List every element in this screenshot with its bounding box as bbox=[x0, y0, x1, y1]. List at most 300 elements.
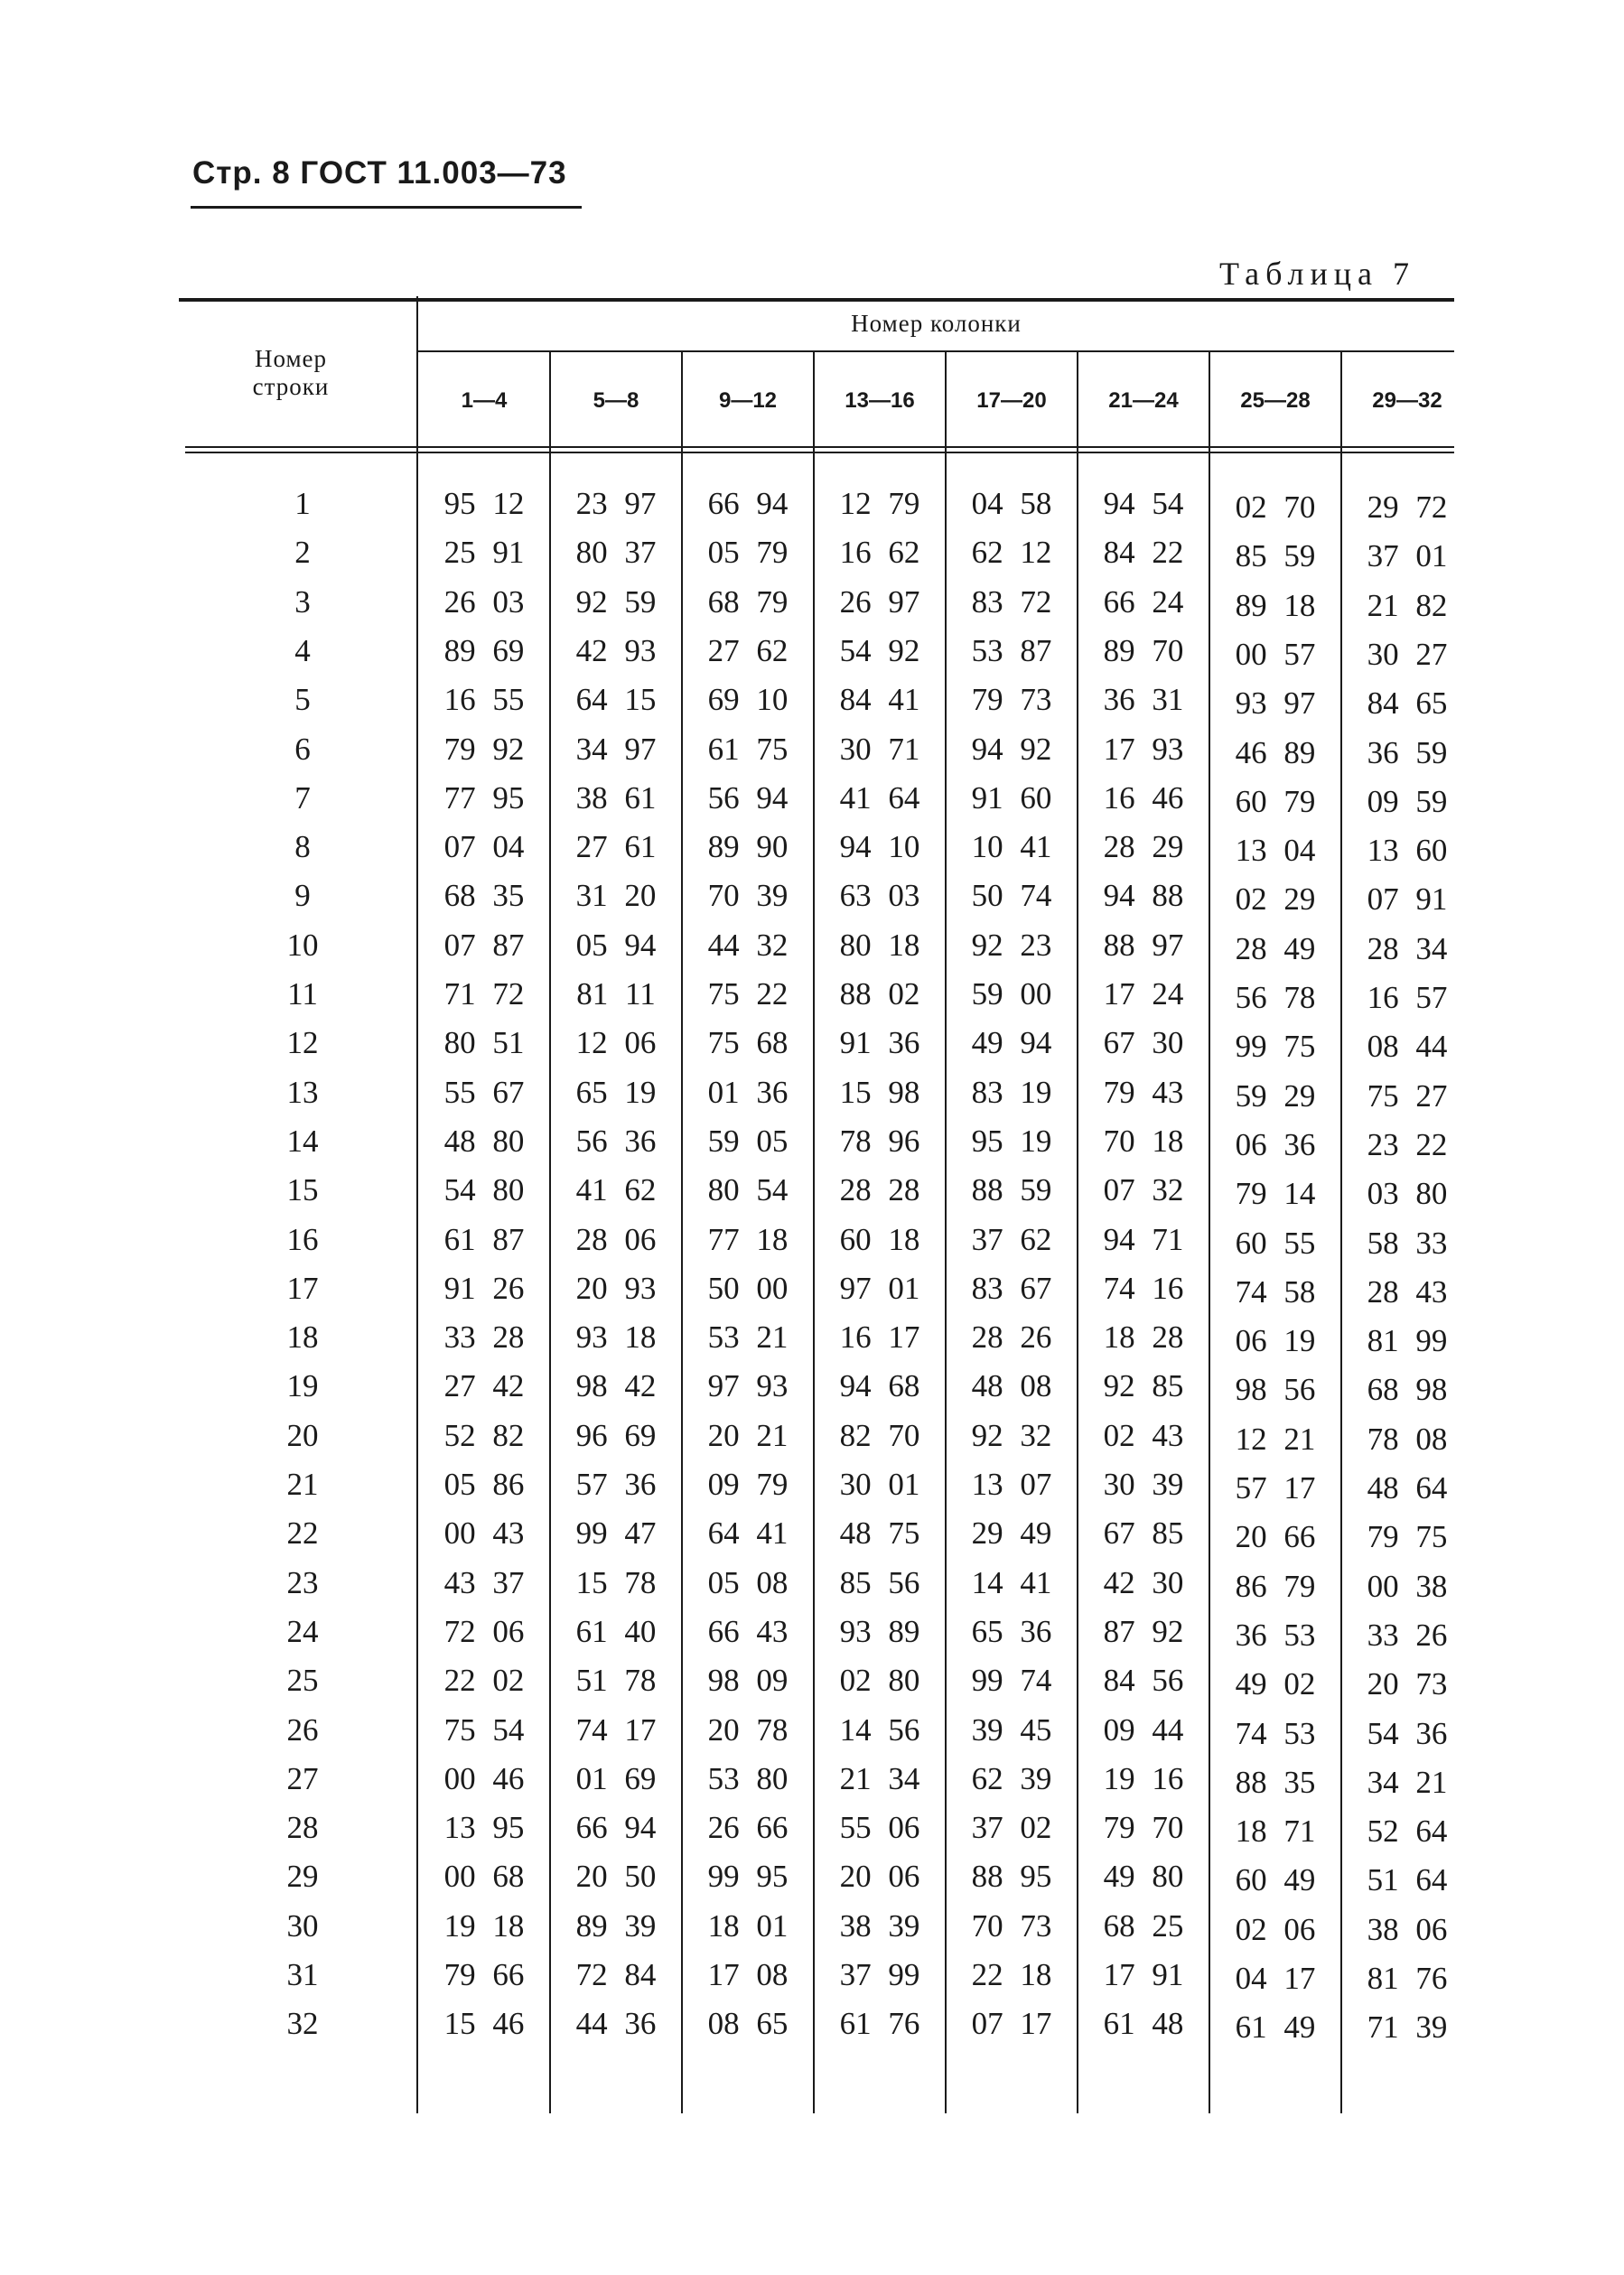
table-cell: 81 99 bbox=[1367, 1323, 1448, 1358]
table-cell: 99 74 bbox=[971, 1663, 1052, 1698]
row-number: 21 bbox=[286, 1467, 319, 1502]
table-cell: 44 36 bbox=[575, 2006, 657, 2041]
table-cell: 15 46 bbox=[443, 2006, 525, 2041]
table-cell: 17 24 bbox=[1103, 976, 1184, 1012]
row-number: 22 bbox=[286, 1515, 319, 1551]
table-cell: 27 62 bbox=[707, 633, 789, 668]
table-cell: 57 36 bbox=[575, 1467, 657, 1502]
header-bottom-rule bbox=[185, 446, 1454, 448]
table-cell: 67 85 bbox=[1103, 1515, 1184, 1551]
table-cell: 20 21 bbox=[707, 1418, 789, 1453]
table-cell: 37 02 bbox=[971, 1810, 1052, 1845]
table-cell: 20 73 bbox=[1367, 1666, 1448, 1702]
table-cell: 36 53 bbox=[1235, 1618, 1316, 1653]
table-cell: 84 65 bbox=[1367, 685, 1448, 721]
table-caption: Таблица 7 bbox=[1219, 256, 1415, 292]
table-cell: 33 26 bbox=[1367, 1618, 1448, 1653]
table-cell: 07 87 bbox=[443, 928, 525, 963]
table-cell: 48 80 bbox=[443, 1124, 525, 1159]
table-cell: 68 35 bbox=[443, 878, 525, 913]
table-cell: 78 96 bbox=[839, 1124, 920, 1159]
table-cell: 18 01 bbox=[707, 1908, 789, 1944]
table-cell: 26 66 bbox=[707, 1810, 789, 1845]
table-cell: 80 51 bbox=[443, 1025, 525, 1060]
table-cell: 79 70 bbox=[1103, 1810, 1184, 1845]
table-cell: 20 66 bbox=[1235, 1519, 1316, 1554]
table-cell: 99 75 bbox=[1235, 1029, 1316, 1064]
table-cell: 05 08 bbox=[707, 1565, 789, 1600]
table-cell: 09 59 bbox=[1367, 784, 1448, 819]
column-divider bbox=[813, 352, 815, 2113]
table-cell: 16 62 bbox=[839, 535, 920, 570]
row-number: 28 bbox=[286, 1810, 319, 1845]
table-cell: 41 62 bbox=[575, 1172, 657, 1207]
row-number: 1 bbox=[294, 486, 311, 521]
table-cell: 13 04 bbox=[1235, 833, 1316, 868]
table-cell: 85 59 bbox=[1235, 538, 1316, 573]
table-cell: 79 66 bbox=[443, 1957, 525, 1992]
table-cell: 59 29 bbox=[1235, 1078, 1316, 1114]
table-cell: 48 75 bbox=[839, 1515, 920, 1551]
table-cell: 56 36 bbox=[575, 1124, 657, 1159]
table-cell: 07 04 bbox=[443, 829, 525, 864]
table-cell: 54 80 bbox=[443, 1172, 525, 1207]
table-cell: 74 53 bbox=[1235, 1716, 1316, 1751]
table-cell: 29 49 bbox=[971, 1515, 1052, 1551]
table-cell: 17 93 bbox=[1103, 732, 1184, 767]
table-cell: 48 08 bbox=[971, 1368, 1052, 1403]
table-cell: 28 34 bbox=[1367, 931, 1448, 966]
table-cell: 01 36 bbox=[707, 1075, 789, 1110]
table-cell: 70 73 bbox=[971, 1908, 1052, 1944]
table-cell: 93 89 bbox=[839, 1614, 920, 1649]
table-cell: 07 32 bbox=[1103, 1172, 1184, 1207]
table-cell: 84 22 bbox=[1103, 535, 1184, 570]
column-divider bbox=[945, 352, 947, 2113]
table-cell: 61 75 bbox=[707, 732, 789, 767]
table-cell: 53 21 bbox=[707, 1319, 789, 1355]
table-cell: 08 44 bbox=[1367, 1029, 1448, 1064]
table-cell: 74 16 bbox=[1103, 1271, 1184, 1306]
table-cell: 61 76 bbox=[839, 2006, 920, 2041]
table-cell: 95 12 bbox=[443, 486, 525, 521]
table-cell: 09 44 bbox=[1103, 1712, 1184, 1748]
table-cell: 94 88 bbox=[1103, 878, 1184, 913]
column-header: 21—24 bbox=[1108, 388, 1179, 413]
table-cell: 79 92 bbox=[443, 732, 525, 767]
table-cell: 21 34 bbox=[839, 1761, 920, 1796]
row-number: 14 bbox=[286, 1124, 319, 1159]
table-cell: 49 80 bbox=[1103, 1859, 1184, 1894]
table-cell: 94 54 bbox=[1103, 486, 1184, 521]
table-cell: 15 98 bbox=[839, 1075, 920, 1110]
row-number: 6 bbox=[294, 732, 311, 767]
table-cell: 69 10 bbox=[707, 682, 789, 717]
row-number: 27 bbox=[286, 1761, 319, 1796]
table-cell: 19 18 bbox=[443, 1908, 525, 1944]
table-cell: 99 95 bbox=[707, 1859, 789, 1894]
row-number: 15 bbox=[286, 1172, 319, 1207]
table-cell: 26 97 bbox=[839, 584, 920, 620]
table-cell: 92 32 bbox=[971, 1418, 1052, 1453]
row-number: 9 bbox=[294, 878, 311, 913]
table-cell: 27 42 bbox=[443, 1368, 525, 1403]
column-divider bbox=[681, 352, 683, 2113]
row-number: 31 bbox=[286, 1957, 319, 1992]
table-cell: 98 56 bbox=[1235, 1372, 1316, 1407]
column-header: 25—28 bbox=[1240, 388, 1311, 413]
table-cell: 66 24 bbox=[1103, 584, 1184, 620]
table-cell: 56 78 bbox=[1235, 980, 1316, 1015]
table-cell: 02 29 bbox=[1235, 881, 1316, 917]
table-cell: 52 64 bbox=[1367, 1813, 1448, 1849]
table-cell: 00 46 bbox=[443, 1761, 525, 1796]
table-cell: 02 06 bbox=[1235, 1912, 1316, 1947]
table-cell: 51 64 bbox=[1367, 1862, 1448, 1897]
table-cell: 52 82 bbox=[443, 1418, 525, 1453]
table-cell: 38 61 bbox=[575, 780, 657, 816]
table-cell: 63 03 bbox=[839, 878, 920, 913]
column-header: 17—20 bbox=[976, 388, 1047, 413]
table-cell: 39 45 bbox=[971, 1712, 1052, 1748]
row-number: 19 bbox=[286, 1368, 319, 1403]
table-cell: 68 98 bbox=[1367, 1372, 1448, 1407]
table-cell: 04 17 bbox=[1235, 1961, 1316, 1996]
table-cell: 62 39 bbox=[971, 1761, 1052, 1796]
table-cell: 33 28 bbox=[443, 1319, 525, 1355]
table-cell: 22 02 bbox=[443, 1663, 525, 1698]
column-group-header: Номер колонки bbox=[851, 310, 1022, 337]
table-cell: 28 49 bbox=[1235, 931, 1316, 966]
table-cell: 29 72 bbox=[1367, 489, 1448, 525]
table-cell: 44 32 bbox=[707, 928, 789, 963]
table-cell: 37 62 bbox=[971, 1222, 1052, 1257]
table-cell: 12 06 bbox=[575, 1025, 657, 1060]
table-cell: 30 27 bbox=[1367, 637, 1448, 672]
table-cell: 57 17 bbox=[1235, 1470, 1316, 1506]
table-cell: 34 97 bbox=[575, 732, 657, 767]
page-header: Стр. 8 ГОСТ 11.003—73 bbox=[192, 155, 567, 191]
table-cell: 13 07 bbox=[971, 1467, 1052, 1502]
table-cell: 98 09 bbox=[707, 1663, 789, 1698]
table-cell: 75 68 bbox=[707, 1025, 789, 1060]
table-cell: 07 17 bbox=[971, 2006, 1052, 2041]
table-cell: 31 20 bbox=[575, 878, 657, 913]
table-cell: 10 41 bbox=[971, 829, 1052, 864]
table-cell: 61 48 bbox=[1103, 2006, 1184, 2041]
table-cell: 92 23 bbox=[971, 928, 1052, 963]
table-cell: 38 06 bbox=[1367, 1912, 1448, 1947]
table-cell: 59 00 bbox=[971, 976, 1052, 1012]
table-cell: 66 43 bbox=[707, 1614, 789, 1649]
table-cell: 20 78 bbox=[707, 1712, 789, 1748]
table-cell: 88 95 bbox=[971, 1859, 1052, 1894]
table-cell: 89 39 bbox=[575, 1908, 657, 1944]
table-cell: 80 54 bbox=[707, 1172, 789, 1207]
table-cell: 61 40 bbox=[575, 1614, 657, 1649]
row-number: 30 bbox=[286, 1908, 319, 1944]
table-cell: 74 58 bbox=[1235, 1274, 1316, 1310]
table-cell: 28 26 bbox=[971, 1319, 1052, 1355]
table-cell: 37 99 bbox=[839, 1957, 920, 1992]
table-cell: 25 91 bbox=[443, 535, 525, 570]
table-cell: 28 29 bbox=[1103, 829, 1184, 864]
table-cell: 04 58 bbox=[971, 486, 1052, 521]
table-cell: 86 79 bbox=[1235, 1569, 1316, 1604]
table-cell: 07 91 bbox=[1367, 881, 1448, 917]
row-number: 24 bbox=[286, 1614, 319, 1649]
column-header: 9—12 bbox=[718, 388, 778, 413]
table-cell: 82 70 bbox=[839, 1418, 920, 1453]
table-cell: 62 12 bbox=[971, 535, 1052, 570]
table-cell: 28 28 bbox=[839, 1172, 920, 1207]
table-cell: 30 39 bbox=[1103, 1467, 1184, 1502]
table-cell: 15 78 bbox=[575, 1565, 657, 1600]
row-number: 32 bbox=[286, 2006, 319, 2041]
table-cell: 37 01 bbox=[1367, 538, 1448, 573]
row-number: 26 bbox=[286, 1712, 319, 1748]
column-header: 1—4 bbox=[461, 388, 508, 413]
table-cell: 94 71 bbox=[1103, 1222, 1184, 1257]
table-cell: 14 56 bbox=[839, 1712, 920, 1748]
table-cell: 83 72 bbox=[971, 584, 1052, 620]
row-number: 8 bbox=[294, 829, 311, 864]
table-cell: 02 70 bbox=[1235, 489, 1316, 525]
table-cell: 94 68 bbox=[839, 1368, 920, 1403]
table-cell: 75 27 bbox=[1367, 1078, 1448, 1114]
table-cell: 60 49 bbox=[1235, 1862, 1316, 1897]
table-cell: 68 25 bbox=[1103, 1908, 1184, 1944]
table-cell: 93 97 bbox=[1235, 685, 1316, 721]
table-cell: 30 01 bbox=[839, 1467, 920, 1502]
table-cell: 97 93 bbox=[707, 1368, 789, 1403]
table-cell: 64 15 bbox=[575, 682, 657, 717]
row-number: 25 bbox=[286, 1663, 319, 1698]
table-cell: 02 80 bbox=[839, 1663, 920, 1698]
table-cell: 88 02 bbox=[839, 976, 920, 1012]
table-cell: 66 94 bbox=[707, 486, 789, 521]
table-cell: 03 80 bbox=[1367, 1176, 1448, 1211]
table-cell: 79 43 bbox=[1103, 1075, 1184, 1110]
column-divider bbox=[1077, 352, 1078, 2113]
table-cell: 89 69 bbox=[443, 633, 525, 668]
table-cell: 55 67 bbox=[443, 1075, 525, 1110]
table-cell: 64 41 bbox=[707, 1515, 789, 1551]
table-cell: 75 54 bbox=[443, 1712, 525, 1748]
table-cell: 71 39 bbox=[1367, 2009, 1448, 2045]
table-cell: 23 22 bbox=[1367, 1127, 1448, 1162]
column-header: 5—8 bbox=[593, 388, 639, 413]
table-cell: 00 38 bbox=[1367, 1569, 1448, 1604]
table-cell: 42 30 bbox=[1103, 1565, 1184, 1600]
table-cell: 14 41 bbox=[971, 1565, 1052, 1600]
table-cell: 05 86 bbox=[443, 1467, 525, 1502]
table-cell: 41 64 bbox=[839, 780, 920, 816]
table-cell: 79 75 bbox=[1367, 1519, 1448, 1554]
table-cell: 36 59 bbox=[1367, 735, 1448, 770]
table-cell: 98 42 bbox=[575, 1368, 657, 1403]
table-cell: 83 19 bbox=[971, 1075, 1052, 1110]
table-cell: 43 37 bbox=[443, 1565, 525, 1600]
table-cell: 05 79 bbox=[707, 535, 789, 570]
row-number: 5 bbox=[294, 682, 311, 717]
table-cell: 12 79 bbox=[839, 486, 920, 521]
table-cell: 89 70 bbox=[1103, 633, 1184, 668]
table-cell: 60 18 bbox=[839, 1222, 920, 1257]
table-cell: 72 84 bbox=[575, 1957, 657, 1992]
table-cell: 12 21 bbox=[1235, 1422, 1316, 1457]
table-cell: 65 19 bbox=[575, 1075, 657, 1110]
table-cell: 94 92 bbox=[971, 732, 1052, 767]
table-cell: 13 95 bbox=[443, 1810, 525, 1845]
table-cell: 01 69 bbox=[575, 1761, 657, 1796]
table-cell: 79 73 bbox=[971, 682, 1052, 717]
table-top-rule bbox=[179, 298, 1454, 302]
row-number-header: Номер строки bbox=[252, 345, 330, 401]
table-cell: 74 17 bbox=[575, 1712, 657, 1748]
table-cell: 16 55 bbox=[443, 682, 525, 717]
table-cell: 89 18 bbox=[1235, 588, 1316, 623]
table-cell: 26 03 bbox=[443, 584, 525, 620]
table-cell: 28 43 bbox=[1367, 1274, 1448, 1310]
table-cell: 87 92 bbox=[1103, 1614, 1184, 1649]
table-cell: 00 43 bbox=[443, 1515, 525, 1551]
table-cell: 48 64 bbox=[1367, 1470, 1448, 1506]
table-cell: 17 91 bbox=[1103, 1957, 1184, 1992]
table-cell: 49 02 bbox=[1235, 1666, 1316, 1702]
column-header: 13—16 bbox=[845, 388, 915, 413]
header-rule bbox=[191, 206, 582, 209]
table-cell: 67 30 bbox=[1103, 1025, 1184, 1060]
table-cell: 02 43 bbox=[1103, 1418, 1184, 1453]
table-cell: 55 06 bbox=[839, 1810, 920, 1845]
table-cell: 28 06 bbox=[575, 1222, 657, 1257]
table-cell: 50 74 bbox=[971, 878, 1052, 913]
row-number: 29 bbox=[286, 1859, 319, 1894]
table-cell: 95 19 bbox=[971, 1124, 1052, 1159]
table-cell: 36 31 bbox=[1103, 682, 1184, 717]
table-cell: 21 82 bbox=[1367, 588, 1448, 623]
table-cell: 27 61 bbox=[575, 829, 657, 864]
row-number: 17 bbox=[286, 1271, 319, 1306]
table-cell: 16 46 bbox=[1103, 780, 1184, 816]
table-cell: 81 76 bbox=[1367, 1961, 1448, 1996]
table-cell: 51 78 bbox=[575, 1663, 657, 1698]
table-cell: 53 80 bbox=[707, 1761, 789, 1796]
table-cell: 93 18 bbox=[575, 1319, 657, 1355]
table-cell: 60 79 bbox=[1235, 784, 1316, 819]
row-number: 20 bbox=[286, 1418, 319, 1453]
row-number: 4 bbox=[294, 633, 311, 668]
table-cell: 06 36 bbox=[1235, 1127, 1316, 1162]
table-cell: 18 28 bbox=[1103, 1319, 1184, 1355]
table-cell: 38 39 bbox=[839, 1908, 920, 1944]
row-number: 16 bbox=[286, 1222, 319, 1257]
table-cell: 54 92 bbox=[839, 633, 920, 668]
table-cell: 92 85 bbox=[1103, 1368, 1184, 1403]
table-cell: 42 93 bbox=[575, 633, 657, 668]
table-cell: 78 08 bbox=[1367, 1422, 1448, 1457]
table-cell: 91 60 bbox=[971, 780, 1052, 816]
table-cell: 16 17 bbox=[839, 1319, 920, 1355]
table-cell: 88 59 bbox=[971, 1172, 1052, 1207]
table-cell: 58 33 bbox=[1367, 1226, 1448, 1261]
table-cell: 59 05 bbox=[707, 1124, 789, 1159]
table-cell: 88 97 bbox=[1103, 928, 1184, 963]
table-cell: 06 19 bbox=[1235, 1323, 1316, 1358]
table-cell: 53 87 bbox=[971, 633, 1052, 668]
table-cell: 80 37 bbox=[575, 535, 657, 570]
table-cell: 20 93 bbox=[575, 1271, 657, 1306]
column-divider bbox=[1340, 352, 1342, 2113]
table-cell: 16 57 bbox=[1367, 980, 1448, 1015]
table-cell: 88 35 bbox=[1235, 1765, 1316, 1800]
table-cell: 99 47 bbox=[575, 1515, 657, 1551]
table-cell: 77 95 bbox=[443, 780, 525, 816]
table-cell: 94 10 bbox=[839, 829, 920, 864]
table-cell: 09 79 bbox=[707, 1467, 789, 1502]
header-bottom-rule-double bbox=[185, 452, 1454, 453]
table-cell: 00 68 bbox=[443, 1859, 525, 1894]
row-number: 18 bbox=[286, 1319, 319, 1355]
table-cell: 19 16 bbox=[1103, 1761, 1184, 1796]
table-cell: 71 72 bbox=[443, 976, 525, 1012]
table-cell: 17 08 bbox=[707, 1957, 789, 1992]
column-header: 29—32 bbox=[1372, 388, 1442, 413]
row-number: 7 bbox=[294, 780, 311, 816]
table-cell: 65 36 bbox=[971, 1614, 1052, 1649]
group-header-rule bbox=[418, 350, 1454, 352]
row-number: 13 bbox=[286, 1075, 319, 1110]
table-cell: 05 94 bbox=[575, 928, 657, 963]
column-divider bbox=[1209, 352, 1210, 2113]
table-cell: 13 60 bbox=[1367, 833, 1448, 868]
table-cell: 80 18 bbox=[839, 928, 920, 963]
row-number: 23 bbox=[286, 1565, 319, 1600]
table-cell: 96 69 bbox=[575, 1418, 657, 1453]
table-cell: 22 18 bbox=[971, 1957, 1052, 1992]
row-number: 12 bbox=[286, 1025, 319, 1060]
table-cell: 97 01 bbox=[839, 1271, 920, 1306]
table-cell: 66 94 bbox=[575, 1810, 657, 1845]
table-cell: 84 56 bbox=[1103, 1663, 1184, 1698]
table-cell: 81 11 bbox=[576, 976, 656, 1012]
table-cell: 54 36 bbox=[1367, 1716, 1448, 1751]
row-number: 11 bbox=[287, 976, 318, 1012]
row-number: 10 bbox=[286, 928, 319, 963]
table-cell: 18 71 bbox=[1235, 1813, 1316, 1849]
table-cell: 61 87 bbox=[443, 1222, 525, 1257]
table-cell: 75 22 bbox=[707, 976, 789, 1012]
table-cell: 50 00 bbox=[707, 1271, 789, 1306]
row-number: 2 bbox=[294, 535, 311, 570]
table-cell: 00 57 bbox=[1235, 637, 1316, 672]
table-cell: 84 41 bbox=[839, 682, 920, 717]
table-cell: 49 94 bbox=[971, 1025, 1052, 1060]
table-cell: 85 56 bbox=[839, 1565, 920, 1600]
table-cell: 60 55 bbox=[1235, 1226, 1316, 1261]
table-cell: 70 18 bbox=[1103, 1124, 1184, 1159]
table-cell: 20 06 bbox=[839, 1859, 920, 1894]
row-number: 3 bbox=[294, 584, 311, 620]
column-divider bbox=[549, 352, 551, 2113]
table-cell: 91 26 bbox=[443, 1271, 525, 1306]
table-cell: 20 50 bbox=[575, 1859, 657, 1894]
table-cell: 92 59 bbox=[575, 584, 657, 620]
table-cell: 08 65 bbox=[707, 2006, 789, 2041]
table-cell: 68 79 bbox=[707, 584, 789, 620]
table-cell: 70 39 bbox=[707, 878, 789, 913]
